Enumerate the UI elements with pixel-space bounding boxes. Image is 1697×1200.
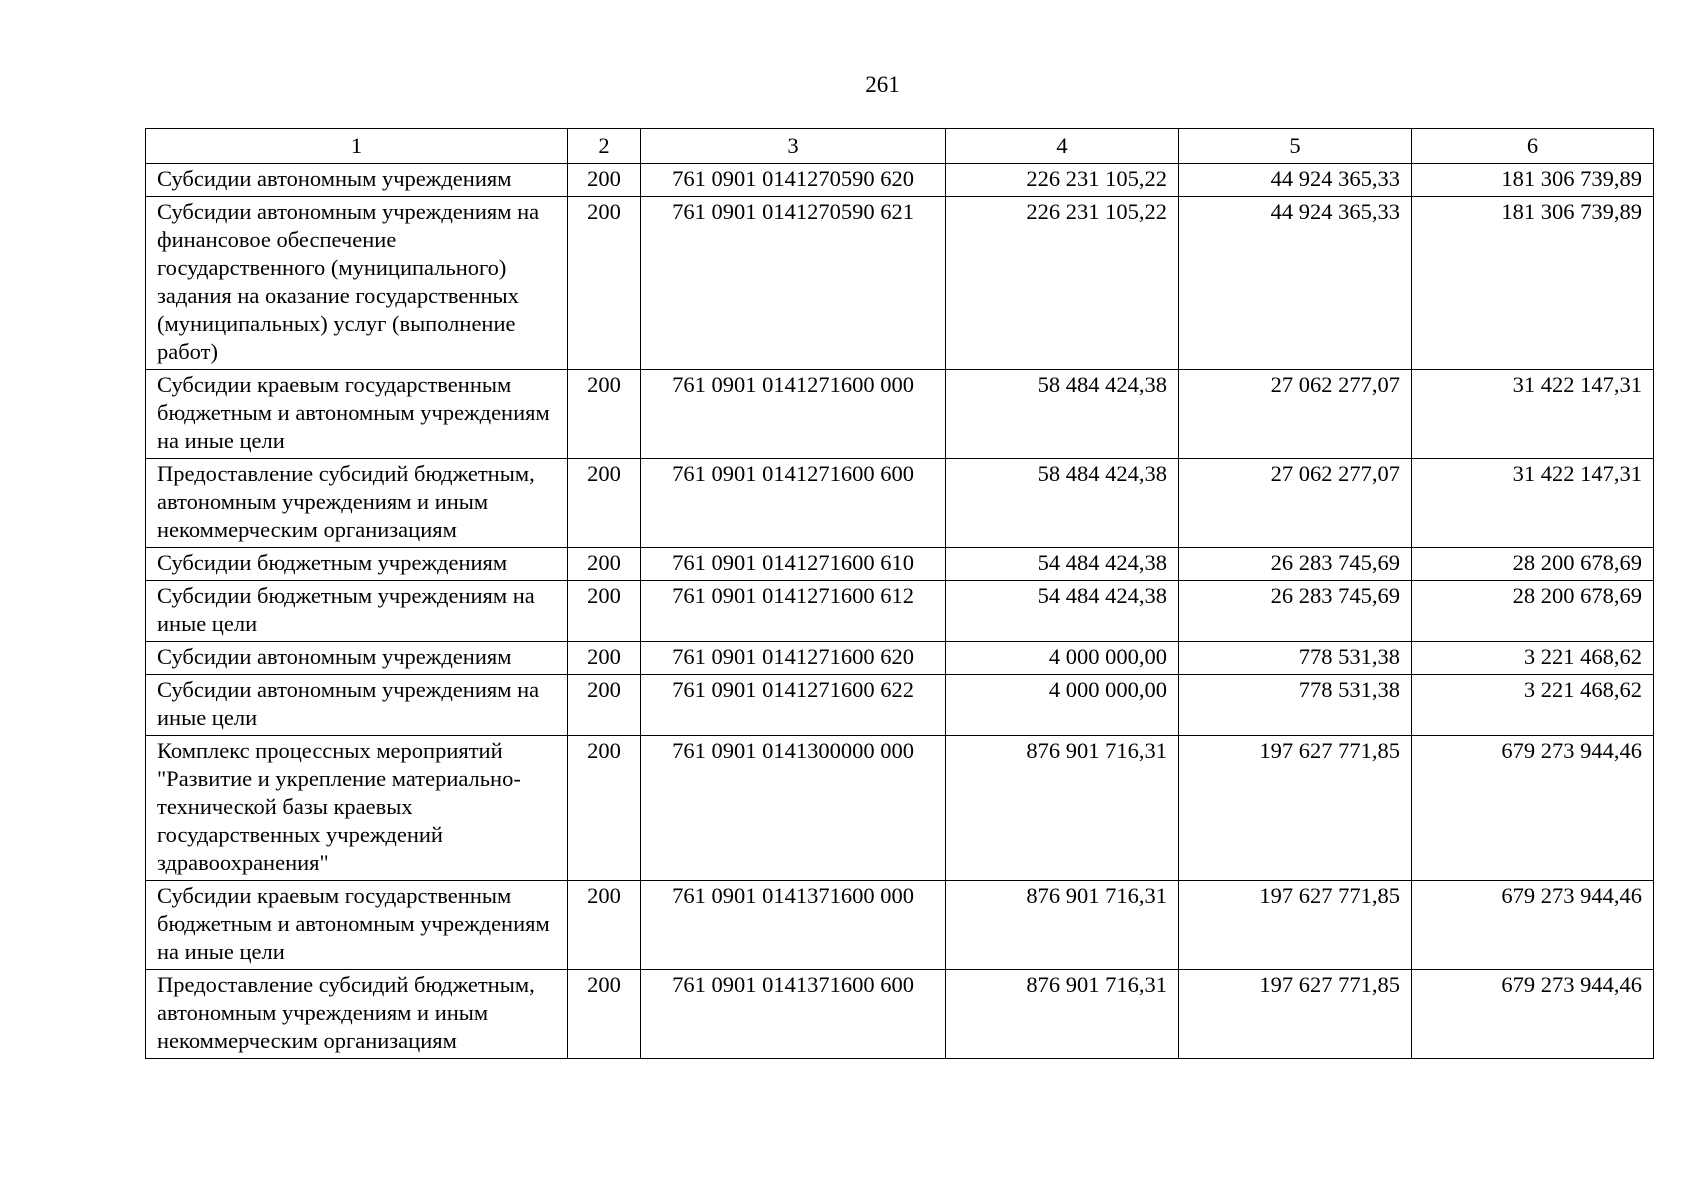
row-name: Субсидии автономным учреждениям — [146, 642, 568, 675]
row-value-6: 181 306 739,89 — [1412, 197, 1654, 370]
row-value-4: 58 484 424,38 — [946, 370, 1179, 459]
row-value-6: 679 273 944,46 — [1412, 736, 1654, 881]
page-number: 261 — [865, 72, 900, 97]
column-header-5: 5 — [1179, 129, 1412, 164]
row-classification: 761 0901 0141271600 000 — [641, 370, 946, 459]
table-header-row — [146, 129, 1654, 164]
row-value-6: 28 200 678,69 — [1412, 548, 1654, 581]
row-value-4: 54 484 424,38 — [946, 548, 1179, 581]
table-row — [146, 970, 1654, 1059]
row-value-4: 876 901 716,31 — [946, 736, 1179, 881]
row-value-6: 3 221 468,62 — [1412, 642, 1654, 675]
row-value-6: 181 306 739,89 — [1412, 164, 1654, 197]
row-classification: 761 0901 0141271600 622 — [641, 675, 946, 736]
row-value-5: 44 924 365,33 — [1179, 197, 1412, 370]
row-name: Комплекс процессных мероприятий "Развитие и укрепление материально-технической базы краевых государственных учреждений здравоохранения" — [146, 736, 568, 881]
table-row — [146, 370, 1654, 459]
row-value-6: 679 273 944,46 — [1412, 970, 1654, 1059]
row-name: Субсидии бюджетным учреждениям на иные цели — [146, 581, 568, 642]
table-row — [146, 736, 1654, 881]
row-value-4: 226 231 105,22 — [946, 164, 1179, 197]
table-row — [146, 164, 1654, 197]
row-classification: 761 0901 0141271600 620 — [641, 642, 946, 675]
row-value-5: 26 283 745,69 — [1179, 581, 1412, 642]
row-value-5: 778 531,38 — [1179, 642, 1412, 675]
row-classification: 761 0901 0141371600 600 — [641, 970, 946, 1059]
column-header-2: 2 — [568, 129, 641, 164]
budget-table — [145, 128, 1654, 1059]
row-code: 200 — [568, 675, 641, 736]
row-value-6: 28 200 678,69 — [1412, 581, 1654, 642]
table-row — [146, 459, 1654, 548]
row-value-5: 197 627 771,85 — [1179, 736, 1412, 881]
table-row — [146, 675, 1654, 736]
column-header-4: 4 — [946, 129, 1179, 164]
row-code: 200 — [568, 736, 641, 881]
row-value-4: 58 484 424,38 — [946, 459, 1179, 548]
row-value-5: 27 062 277,07 — [1179, 370, 1412, 459]
row-code: 200 — [568, 581, 641, 642]
row-value-4: 876 901 716,31 — [946, 970, 1179, 1059]
table-row — [146, 642, 1654, 675]
row-code: 200 — [568, 370, 641, 459]
row-classification: 761 0901 0141271600 600 — [641, 459, 946, 548]
column-header-1: 1 — [146, 129, 568, 164]
row-value-4: 226 231 105,22 — [946, 197, 1179, 370]
column-header-6: 6 — [1412, 129, 1654, 164]
row-classification: 761 0901 0141271600 612 — [641, 581, 946, 642]
row-value-4: 4 000 000,00 — [946, 642, 1179, 675]
row-value-5: 44 924 365,33 — [1179, 164, 1412, 197]
row-code: 200 — [568, 970, 641, 1059]
row-classification: 761 0901 0141270590 620 — [641, 164, 946, 197]
row-code: 200 — [568, 642, 641, 675]
row-name: Субсидии краевым государственным бюджетным и автономным учреждениям на иные цели — [146, 370, 568, 459]
row-name: Субсидии автономным учреждениям на иные цели — [146, 675, 568, 736]
row-value-5: 197 627 771,85 — [1179, 970, 1412, 1059]
row-name: Субсидии краевым государственным бюджетным и автономным учреждениям на иные цели — [146, 881, 568, 970]
row-name: Субсидии автономным учреждениям — [146, 164, 568, 197]
row-name: Предоставление субсидий бюджетным, автономным учреждениям и иным некоммерческим организациям — [146, 459, 568, 548]
row-value-4: 4 000 000,00 — [946, 675, 1179, 736]
column-header-3: 3 — [641, 129, 946, 164]
row-value-5: 26 283 745,69 — [1179, 548, 1412, 581]
row-value-6: 31 422 147,31 — [1412, 370, 1654, 459]
row-classification: 761 0901 0141300000 000 — [641, 736, 946, 881]
row-value-5: 778 531,38 — [1179, 675, 1412, 736]
row-name: Субсидии бюджетным учреждениям — [146, 548, 568, 581]
row-code: 200 — [568, 881, 641, 970]
row-value-5: 197 627 771,85 — [1179, 881, 1412, 970]
row-code: 200 — [568, 459, 641, 548]
row-code: 200 — [568, 164, 641, 197]
row-value-4: 876 901 716,31 — [946, 881, 1179, 970]
row-name: Предоставление субсидий бюджетным, автономным учреждениям и иным некоммерческим организациям — [146, 970, 568, 1059]
row-code: 200 — [568, 197, 641, 370]
row-value-5: 27 062 277,07 — [1179, 459, 1412, 548]
row-value-6: 679 273 944,46 — [1412, 881, 1654, 970]
row-code: 200 — [568, 548, 641, 581]
table-row — [146, 881, 1654, 970]
table-row — [146, 581, 1654, 642]
row-value-6: 31 422 147,31 — [1412, 459, 1654, 548]
table-row — [146, 197, 1654, 370]
row-classification: 761 0901 0141371600 000 — [641, 881, 946, 970]
row-classification: 761 0901 0141270590 621 — [641, 197, 946, 370]
row-name: Субсидии автономным учреждениям на финансовое обеспечение государственного (муниципального) задания на оказание государственных (муниципальных) услуг (выполнение работ) — [146, 197, 568, 370]
row-value-4: 54 484 424,38 — [946, 581, 1179, 642]
table-row — [146, 548, 1654, 581]
row-value-6: 3 221 468,62 — [1412, 675, 1654, 736]
row-classification: 761 0901 0141271600 610 — [641, 548, 946, 581]
